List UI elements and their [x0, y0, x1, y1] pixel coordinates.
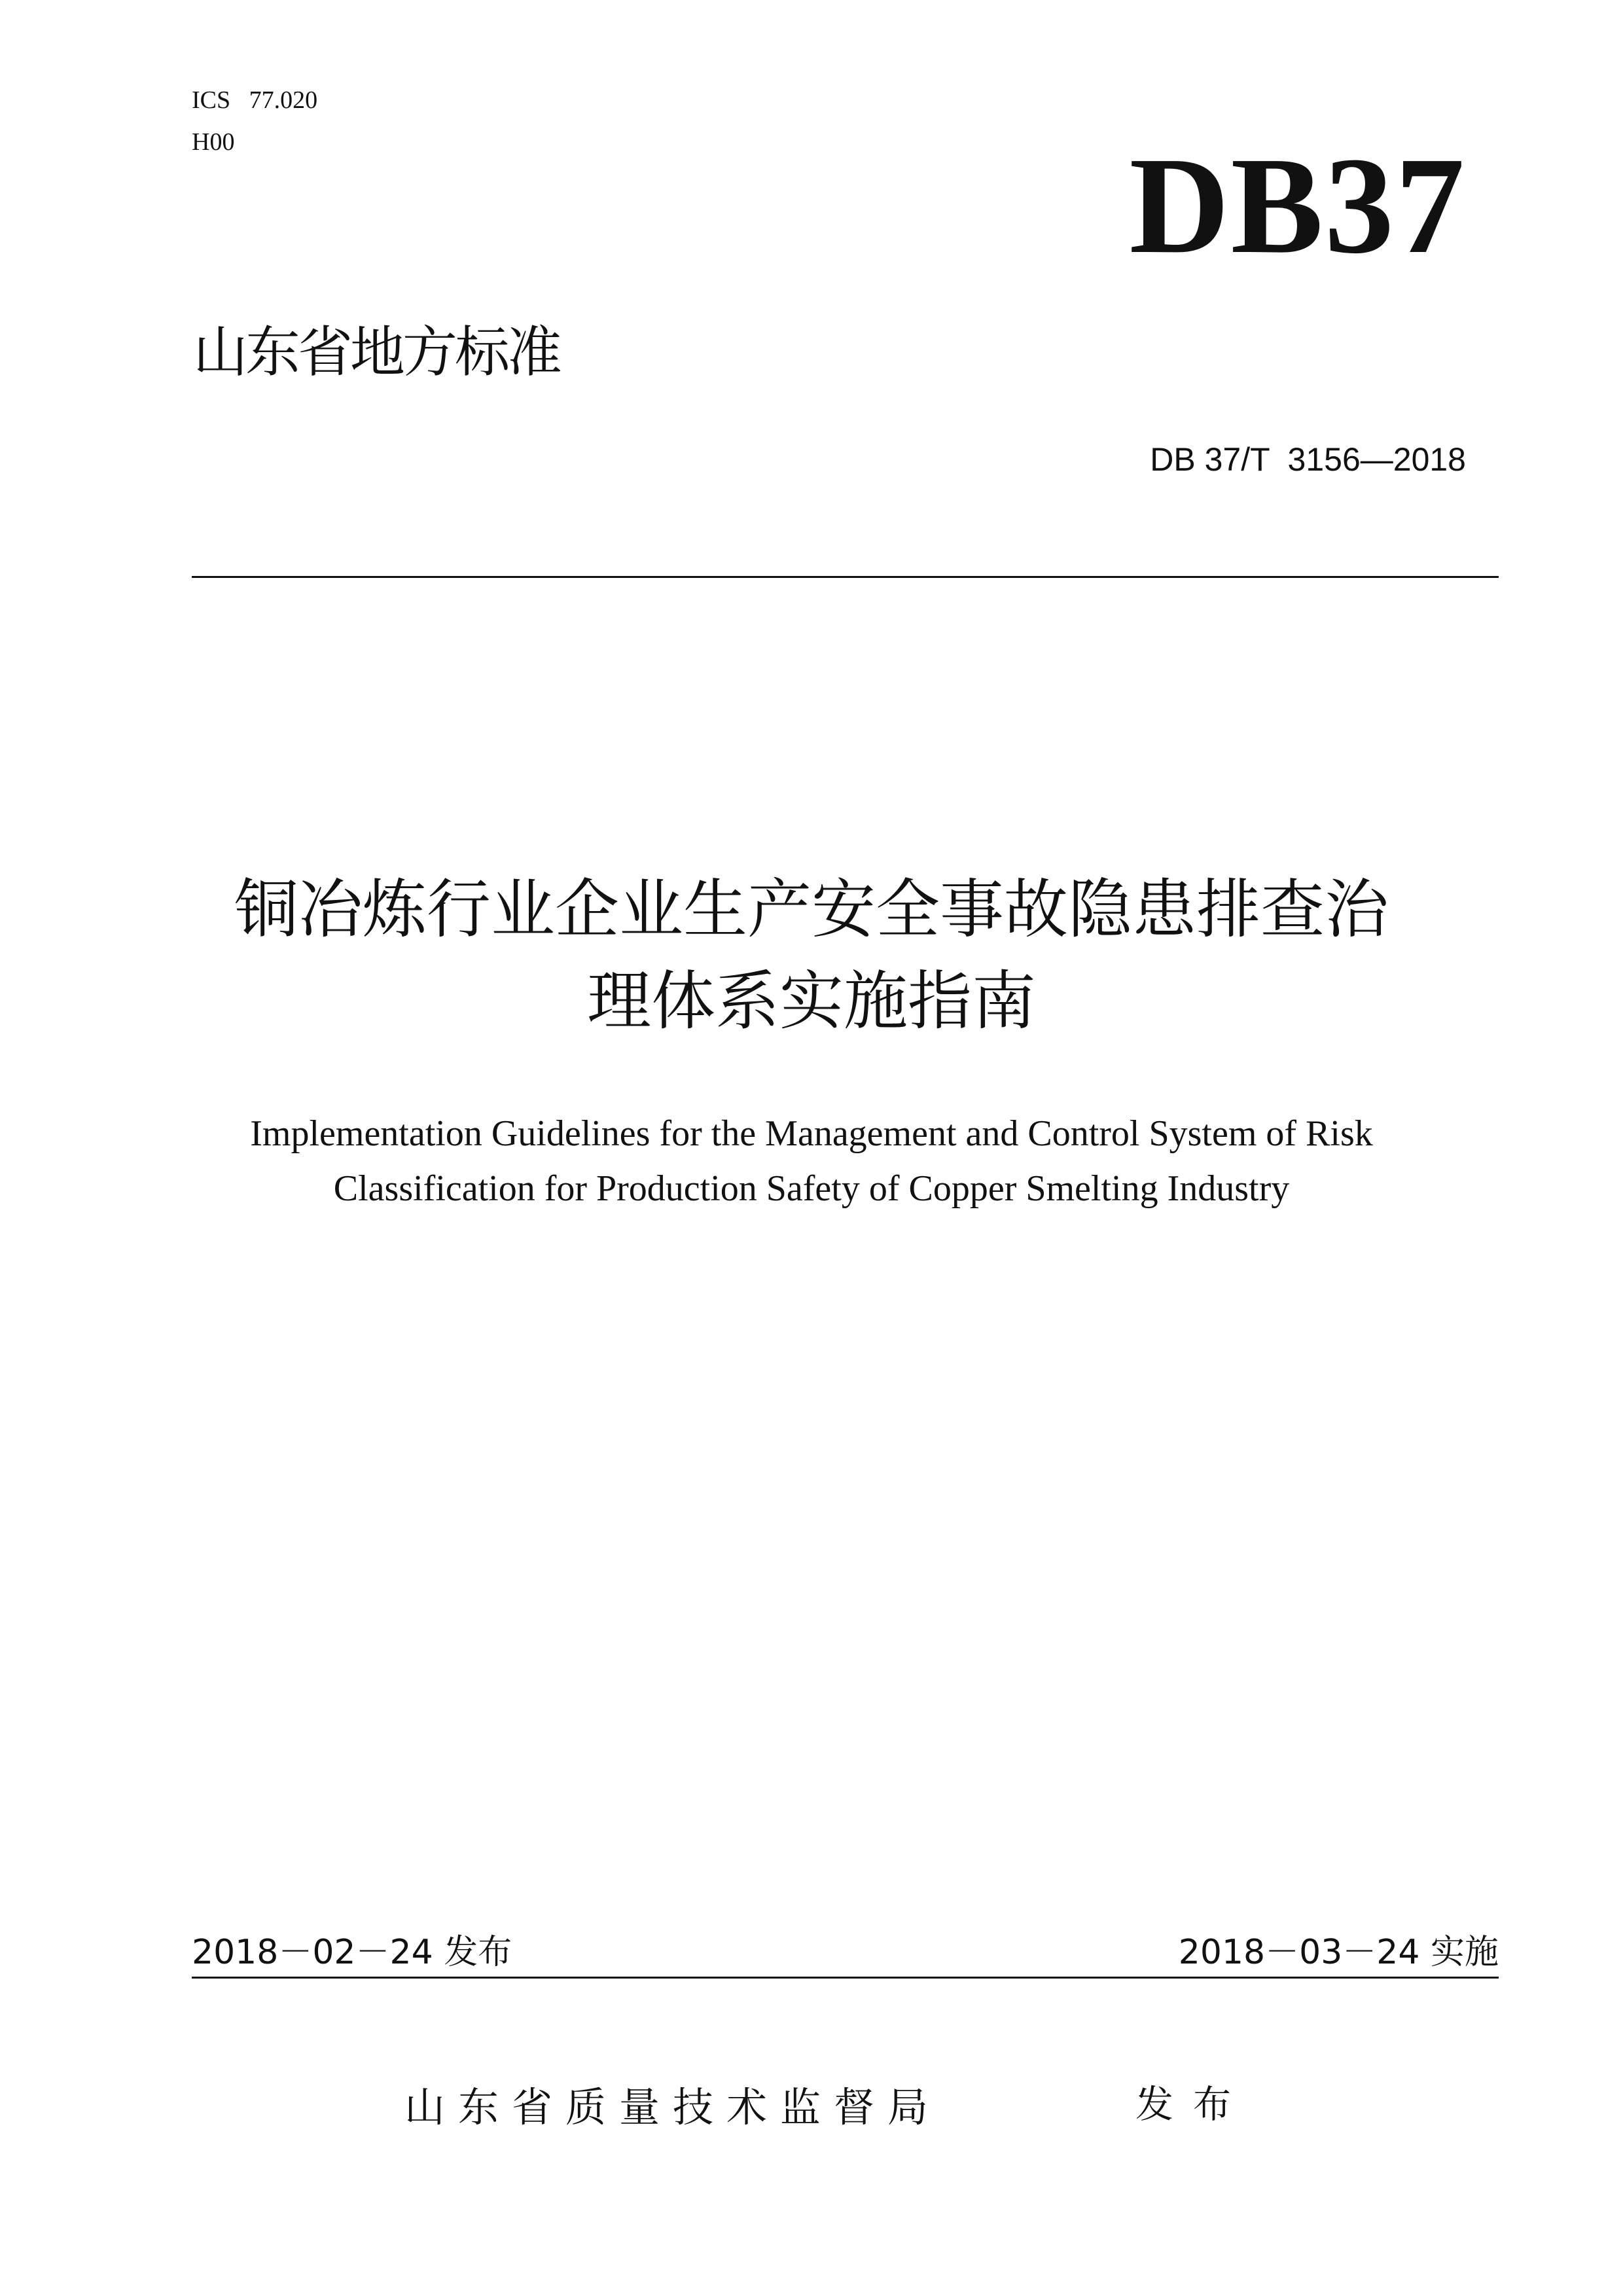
title-chinese-line-1: 铜冶炼行业企业生产安全事故隐患排查治	[234, 872, 1389, 947]
standard-code-logo: DB37	[1129, 128, 1466, 282]
standard-number: DB 37/T 3156—2018	[1150, 441, 1466, 478]
publish-label: 发布	[1135, 2082, 1251, 2126]
ics-code: ICS 77.020	[192, 86, 318, 114]
title-english-line-2: Classification for Production Safety of Copper Smelting Industry	[333, 1168, 1290, 1209]
bottom-divider	[192, 1977, 1499, 1979]
issue-date: 2018－02－24 发布	[192, 1933, 512, 1972]
top-divider	[192, 576, 1499, 578]
title-english	[157, 1106, 1466, 1216]
implementation-date: 2018－03－24 实施	[1178, 1933, 1499, 1972]
title-chinese-line-2: 理体系实施指南	[586, 964, 1036, 1039]
standard-type: 山东省地方标准	[193, 320, 560, 384]
publisher-name: 山东省质量技术监督局	[404, 2083, 942, 2131]
title-english-line-1: Implementation Guidelines for the Management and Control System of Risk	[250, 1113, 1373, 1154]
ccs-code: H00	[192, 128, 235, 156]
title-chinese	[157, 864, 1466, 1047]
